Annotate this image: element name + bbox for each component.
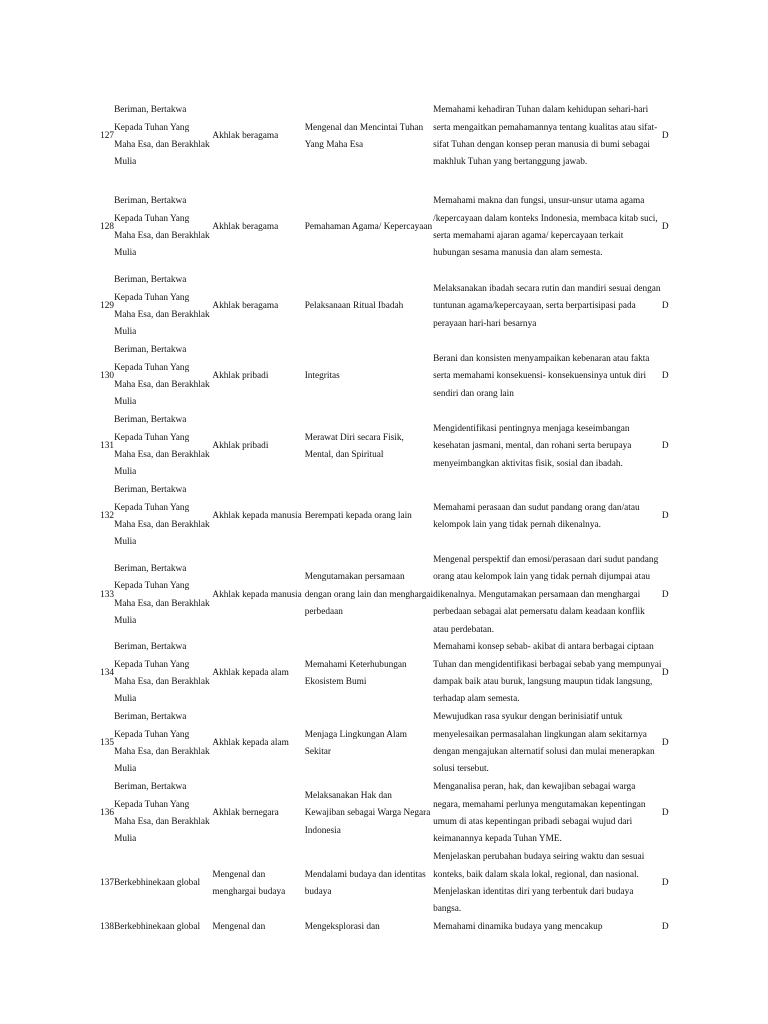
element-cell: Mengenal dan (212, 922, 266, 933)
row-number: 133 (100, 589, 115, 600)
achievement-cell: Berani dan konsisten menyampaikan kebenaran atau fakta serta memahami konsekuensi- konsekuensinya untuk diri sendiri dan orang lain (433, 353, 650, 399)
table-row (86, 552, 686, 639)
dimension-cell: Beriman, Bertakwa Kepada Tuhan Yang Maha Esa, dan Berakhlak Mulia (114, 563, 210, 626)
dimension-cell: Beriman, Bertakwa Kepada Tuhan Yang Maha Esa, dan Berakhlak Mulia (114, 196, 210, 259)
phase-cell: D (661, 131, 669, 142)
table-row (86, 779, 686, 849)
table-row (86, 90, 686, 184)
achievement-cell: Memahami makna dan fungsi, unsur-unsur utama agama /kepercayaan dalam konteks Indonesia, membaca kitab suci, serta memahami ajaran agama/ kepercayaan terkait hubungan sesama manusia dan alam semesta. (433, 196, 658, 259)
element-cell: Akhlak pribadi (212, 371, 269, 382)
achievement-cell: Memahami dinamika budaya yang mencakup (433, 922, 603, 933)
dimension-cell: Berkebhinekaan global (114, 878, 201, 889)
achievement-cell: Memahami konsep sebab- akibat di antara berbagai ciptaan Tuhan dan mengidentifikasi berbagai sebab yang mempunyai dampak baik atau buruk, langsung maupun tidak langsung, terhadap alam semesta. (433, 642, 662, 705)
element-cell: Akhlak beragama (212, 131, 279, 142)
dimension-cell: Beriman, Bertakwa Kepada Tuhan Yang Maha Esa, dan Berakhlak Mulia (114, 105, 210, 168)
element-cell: Akhlak kepada alam (212, 738, 289, 749)
subelement-cell: Menjaga Lingkungan Alam Sekitar (304, 729, 407, 758)
subelement-cell: Mendalami budaya dan identitas budaya (304, 869, 426, 898)
subelement-cell: Melaksanakan Hak dan Kewajiban sebagai Warga Negara Indonesia (304, 790, 431, 836)
row-number: 134 (100, 668, 115, 679)
subelement-cell: Pemahaman Agama/ Kepercayaan (304, 222, 433, 233)
achievement-cell: Memahami kehadiran Tuhan dalam kehidupan sehari-hari serta mengaitkan pemahamannya tentang kualitas atau sifat-sifat Tuhan dengan konsep peran manusia di bumi sebagai makhluk Tuhan yang bertanggung jawab. (433, 105, 658, 168)
row-number: 132 (100, 511, 115, 522)
dimension-cell: Beriman, Bertakwa Kepada Tuhan Yang Maha Esa, dan Berakhlak Mulia (114, 485, 210, 548)
subelement-cell: Merawat Diri secara Fisik, Mental, dan Spiritual (304, 432, 404, 460)
achievement-cell: Melaksanakan ibadah secara rutin dan mandiri sesuai dengan tuntunan agama/kepercayaan, serta berpartisipasi pada perayaan hari-hari besarnya (433, 283, 661, 329)
dimension-cell: Berkebhinekaan global (114, 922, 201, 933)
element-cell: Akhlak pribadi (212, 441, 269, 452)
subelement-cell: Pelaksanaan Ritual Ibadah (304, 301, 404, 312)
dimension-cell: Beriman, Bertakwa Kepada Tuhan Yang Maha Esa, dan Berakhlak Mulia (114, 712, 210, 775)
table-row (86, 709, 686, 779)
dimension-cell: Beriman, Bertakwa Kepada Tuhan Yang Maha Esa, dan Berakhlak Mulia (114, 275, 210, 338)
element-cell: Akhlak kepada manusia (212, 511, 302, 522)
subelement-cell: Integritas (304, 371, 340, 382)
competency-table (86, 90, 686, 943)
achievement-cell: Menganalisa peran, hak, dan kewajiban sebagai warga negara, memahami perlunya mengutamakan kepentingan umum di atas kepentingan pribadi sebagai wujud dari keimanannya kepada Tuhan YME. (433, 782, 646, 845)
row-number: 128 (100, 222, 115, 233)
achievement-cell: Mengidentifikasi pentingnya menjaga keseimbangan kesehatan jasmani, mental, dan rohani serta berupaya menyeimbangkan aktivitas fisik, sosial dan ibadah. (433, 423, 632, 469)
subelement-cell: Mengutamakan persamaan dengan orang lain dan menghargai perbedaan (304, 572, 434, 618)
element-cell: Akhlak kepada alam (212, 668, 289, 679)
row-number: 138 (100, 922, 115, 933)
dimension-cell: Beriman, Bertakwa Kepada Tuhan Yang Maha Esa, dan Berakhlak Mulia (114, 415, 210, 478)
row-number: 127 (100, 131, 115, 142)
phase-cell: D (661, 371, 669, 382)
subelement-cell: Berempati kepada orang lain (304, 511, 412, 522)
dimension-cell: Beriman, Bertakwa Kepada Tuhan Yang Maha Esa, dan Berakhlak Mulia (114, 642, 210, 705)
subelement-cell: Mengenal dan Mencintai Tuhan Yang Maha Esa (304, 122, 424, 150)
phase-cell: D (661, 511, 669, 522)
table-row (86, 412, 686, 482)
row-number: 131 (100, 441, 115, 452)
achievement-cell: Mewujudkan rasa syukur dengan berinisiatif untuk menyelesaikan permasalahan lingkungan alam sekitarnya dengan mengajukan alternatif solusi dan mulai menerapkan solusi tersebut. (433, 712, 655, 775)
table-row (86, 272, 686, 342)
phase-cell: D (661, 878, 669, 889)
table-row (86, 919, 686, 943)
phase-cell: D (661, 222, 669, 233)
element-cell: Akhlak bernegara (212, 808, 279, 819)
row-number: 137 (100, 878, 115, 889)
phase-cell: D (661, 738, 669, 749)
phase-cell: D (661, 589, 669, 600)
element-cell: Mengenal dan menghargai budaya (212, 869, 286, 898)
dimension-cell: Beriman, Bertakwa Kepada Tuhan Yang Maha Esa, dan Berakhlak Mulia (114, 345, 210, 408)
row-number: 130 (100, 371, 115, 382)
element-cell: Akhlak beragama (212, 222, 279, 233)
phase-cell: D (661, 441, 669, 452)
table-row (86, 849, 686, 919)
phase-cell: D (661, 668, 669, 679)
subelement-cell: Mengeksplorasi dan (304, 922, 380, 933)
table-row (86, 184, 686, 272)
phase-cell: D (661, 922, 669, 933)
row-number: 135 (100, 738, 115, 749)
phase-cell: D (661, 301, 669, 312)
subelement-cell: Memahami Keterhubungan Ekosistem Bumi (304, 659, 407, 688)
element-cell: Akhlak beragama (212, 301, 279, 312)
phase-cell: D (661, 808, 669, 819)
element-cell: Akhlak kepada manusia (212, 589, 302, 600)
dimension-cell: Beriman, Bertakwa Kepada Tuhan Yang Maha Esa, dan Berakhlak Mulia (114, 782, 210, 845)
table-row (86, 342, 686, 412)
row-number: 129 (100, 301, 115, 312)
achievement-cell: Memahami perasaan dan sudut pandang orang dan/atau kelompok lain yang tidak pernah dikenalnya. (433, 502, 640, 530)
achievement-cell: Menjelaskan perubahan budaya seiring waktu dan sesuai konteks, baik dalam skala lokal, regional, dan nasional. Menjelaskan identitas diri yang terbentuk dari budaya bangsa. (433, 852, 645, 915)
table-row (86, 639, 686, 709)
achievement-cell: Mengenal perspektif dan emosi/perasaan dari sudut pandang orang atau kelompok lain yang tidak pernah dijumpai atau dikenalnya. Mengutamakan persamaan dan menghargai perbedaan sebagai alat pemersatu dalam keadaan konflik atau perdebatan. (433, 555, 659, 635)
table-row (86, 482, 686, 552)
row-number: 136 (100, 808, 115, 819)
